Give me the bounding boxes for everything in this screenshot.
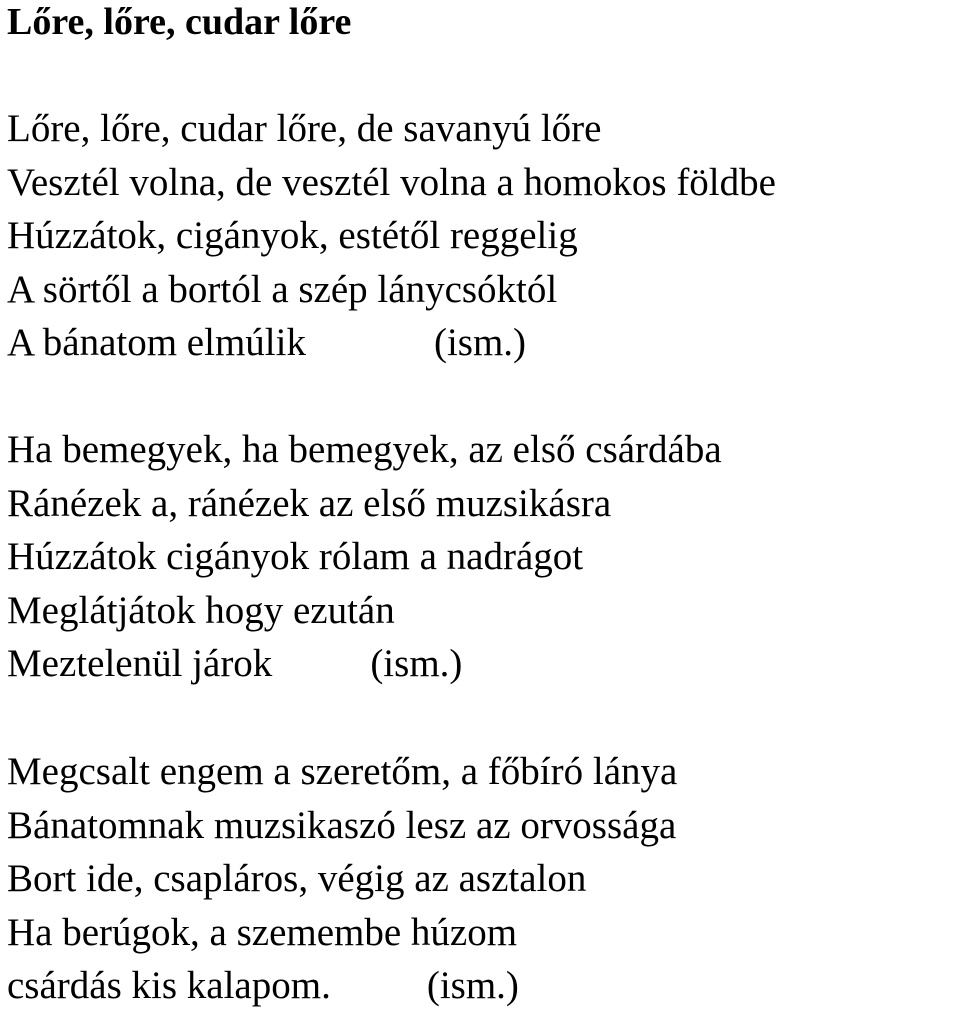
- stanza-line: Lőre, lőre, cudar lőre, de savanyú lőre: [7, 107, 602, 150]
- stanza-line: Vesztél volna, de vesztél volna a homokos földbe: [7, 160, 776, 204]
- repeat-mark: (ism.): [433, 321, 527, 365]
- song-document: [7, 0, 957, 1008]
- stanza-line: A sörtől a bortól a szép lánycsóktól: [7, 267, 558, 311]
- stanza-line: Bort ide, csapláros, végig az asztalon: [7, 857, 587, 901]
- stanza-line: Megcsalt engem a szeretőm, a főbíró lánya: [7, 750, 678, 793]
- stanza-3: [7, 745, 677, 1013]
- stanza-line: Húzzátok cigányok rólam a nadrágot: [7, 535, 584, 579]
- stanza-last-line: [7, 637, 722, 691]
- stanza-line-text: Meztelenül járok: [7, 642, 273, 686]
- stanza-line: Ha bemegyek, ha bemegyek, az első csárdába: [7, 428, 722, 471]
- song-title: Lőre, lőre, cudar lőre: [7, 1, 352, 43]
- stanza-line: Ránézek a, ránézek az első muzsikásra: [7, 481, 612, 525]
- stanza-last-line: [7, 959, 677, 1013]
- repeat-mark: (ism.): [370, 642, 463, 686]
- stanza-line: Ha berúgok, a szemembe húzom: [7, 910, 518, 954]
- stanza-line-text: csárdás kis kalapom.: [7, 964, 331, 1008]
- stanza-line: Meglátjátok hogy ezután: [7, 588, 395, 632]
- repeat-mark: (ism.): [426, 964, 519, 1008]
- stanza-1: [7, 102, 776, 370]
- stanza-2: [7, 423, 722, 691]
- stanza-line-text: A bánatom elmúlik: [7, 321, 306, 365]
- stanza-line: Bánatomnak muzsikaszó lesz az orvossága: [7, 803, 677, 847]
- stanza-last-line: [7, 316, 776, 370]
- stanza-line: Húzzátok, cigányok, estétől reggelig: [7, 214, 578, 258]
